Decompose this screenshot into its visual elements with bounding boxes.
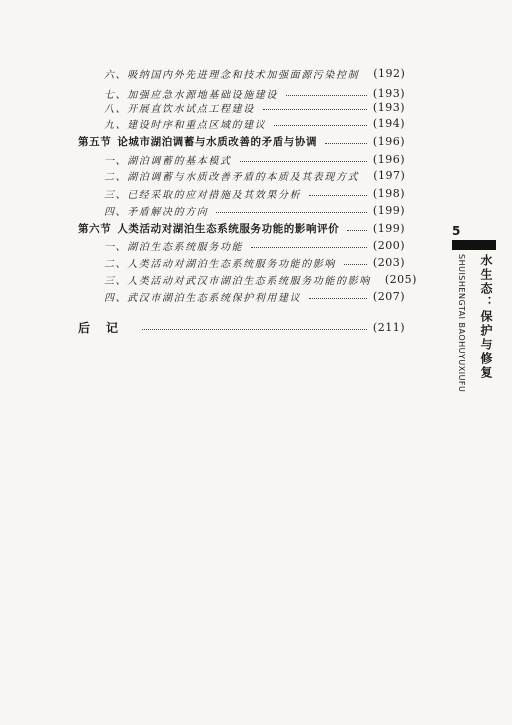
- dot-leader: [240, 161, 367, 162]
- toc-entry: [104, 289, 405, 303]
- dot-leader: [309, 195, 367, 196]
- dot-leader: [344, 264, 367, 265]
- dot-leader: [263, 109, 367, 110]
- toc-entry-title: 三、人类活动对武汉市湖泊生态系统服务功能的影响: [104, 275, 371, 287]
- dot-leader: [347, 230, 367, 231]
- page-number: 5: [452, 224, 461, 238]
- toc-entry-page: (192): [373, 66, 406, 80]
- toc-section-title: [78, 134, 317, 149]
- dot-leader: [142, 329, 367, 330]
- toc-entry: [104, 238, 405, 252]
- toc-entry-title: 七、加强应急水源地基础设施建设: [104, 89, 278, 101]
- toc-section-heading: 人类活动对湖泊生态系统服务功能的影响评价: [117, 222, 340, 235]
- book-title-vertical: 水生态：保护与修复: [479, 254, 493, 380]
- toc-entry-title: 九、建设时序和重点区域的建议: [104, 119, 267, 131]
- toc-entry: [104, 186, 405, 200]
- toc-section-heading: 论城市湖泊调蓄与水质改善的矛盾与协调: [117, 135, 318, 148]
- toc-entry-page: (196): [372, 152, 405, 166]
- toc-entry-title: 二、湖泊调蓄与水质改善矛盾的本质及其表现方式: [104, 171, 360, 183]
- toc-section-page: (199): [372, 221, 405, 235]
- toc-entry-page: (193): [372, 86, 405, 100]
- toc-entry-title: 四、武汉市湖泊生态系统保护利用建议: [104, 292, 302, 304]
- toc-entry: [104, 116, 405, 130]
- toc-entry: [104, 152, 405, 166]
- dot-leader: [251, 247, 367, 248]
- toc-entry-title: 一、湖泊生态系统服务功能: [104, 241, 244, 253]
- toc-entry: [104, 86, 405, 100]
- toc-entry-title: 四、矛盾解决的方向: [104, 206, 209, 218]
- toc-afterword: [78, 320, 405, 334]
- toc-entry: [104, 168, 405, 182]
- toc-section-number: 第六节: [78, 222, 112, 235]
- toc-entry-page: (203): [372, 255, 405, 269]
- toc-entry-page: (197): [373, 168, 406, 182]
- book-title-pinyin: SHUISHENGTAI BAOHUYUXIUFU: [457, 254, 466, 393]
- toc-entry-page: (205): [384, 272, 417, 286]
- dot-leader: [309, 298, 367, 299]
- dot-leader: [216, 212, 367, 213]
- toc-entry-page: (199): [372, 203, 405, 217]
- toc-entry-page: (200): [372, 238, 405, 252]
- toc-entry-title: 一、湖泊调蓄的基本模式: [104, 155, 232, 167]
- dot-leader: [274, 125, 367, 126]
- toc-section: [78, 134, 405, 148]
- toc-entry-title: 二、人类活动对湖泊生态系统服务功能的影响: [104, 258, 336, 270]
- dot-leader: [286, 95, 367, 96]
- toc-section: [78, 221, 405, 235]
- toc-entry-title: 八、开展直饮水试点工程建设: [104, 103, 255, 115]
- toc-section-number: 第五节: [78, 135, 112, 148]
- dot-leader: [325, 143, 367, 144]
- toc-entry: [104, 66, 405, 80]
- toc-entry: [104, 203, 405, 217]
- toc-section-page: (196): [372, 134, 405, 148]
- toc-entry-page: (207): [372, 289, 405, 303]
- toc-entry-page: (194): [372, 116, 405, 130]
- toc-entry: [104, 272, 417, 287]
- toc-entry-title: 六、吸纳国内外先进理念和技术加强面源污染控制: [104, 69, 360, 81]
- side-tab-bar: [452, 240, 496, 250]
- toc-entry-page: (193): [372, 100, 405, 114]
- toc-section-title: [78, 221, 339, 236]
- toc-entry: [104, 100, 405, 114]
- toc-entry-page: (198): [372, 186, 405, 200]
- afterword-page: (211): [372, 320, 405, 334]
- afterword-title: 后记: [78, 320, 135, 335]
- toc-entry: [104, 255, 405, 269]
- toc-entry-title: 三、已经采取的应对措施及其效果分析: [104, 189, 302, 201]
